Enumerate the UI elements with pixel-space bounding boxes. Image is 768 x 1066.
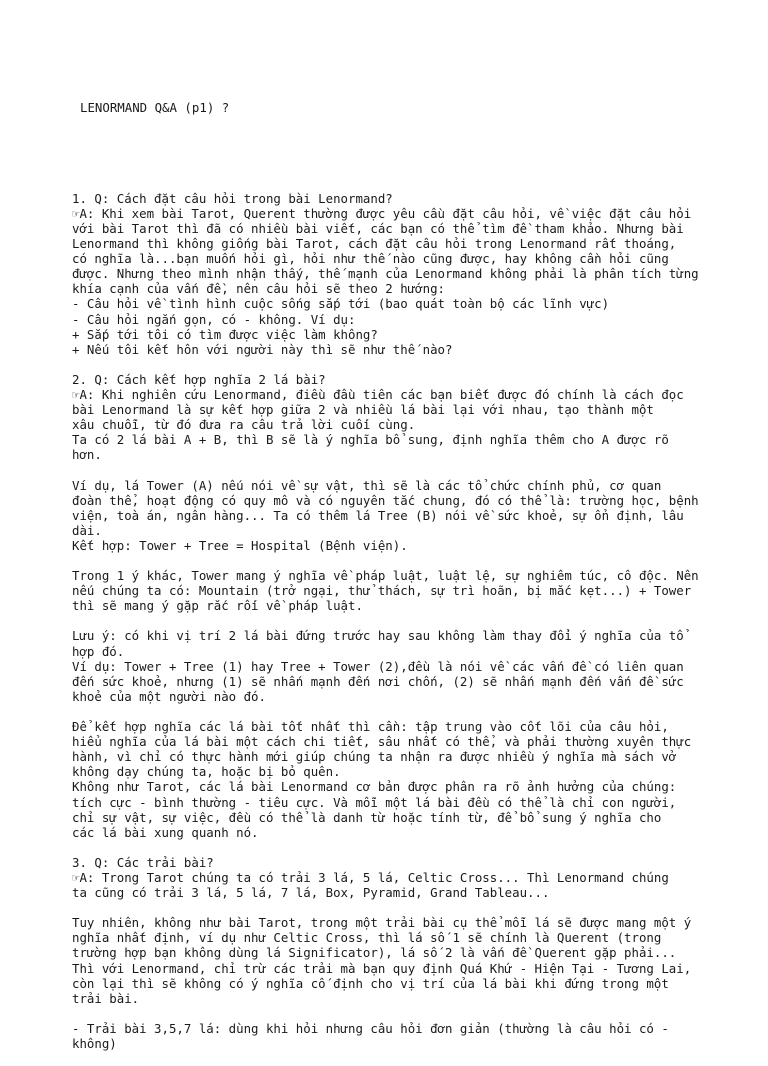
paragraph-gap: [72, 1006, 712, 1021]
text-line: không dạy chúng ta, hoặc bị bỏ quên.: [72, 764, 341, 780]
text-line: hợp đó.: [72, 643, 125, 659]
text-line: - Trải bài 3,5,7 lá: dùng khi hỏi nhưng câu hỏi đơn giản (thường là câu hỏi có -: [72, 1020, 669, 1036]
text-line: các lá bài xung quanh nó.: [72, 824, 259, 840]
text-line: còn lại thì sẽ không có ý nghĩa cố định cho vị trí của lá bài khi đứng trong một: [72, 975, 669, 991]
text-line: Thì với Lenormand, chỉ trừ các trải mà bạn quy định Quá Khứ - Hiện Tại - Tương Lai,: [72, 960, 692, 976]
text-line: - Câu hỏi ngắn gọn, có - không. Ví dụ:: [72, 311, 356, 327]
text-line: đến sức khoẻ, nhưng (1) sẽ nhấn mạnh đến nơi chốn, (2) sẽ nhấn mạnh đến vấn đề sức: [72, 673, 684, 689]
paragraph-gap: [72, 613, 712, 628]
paragraph-block: [72, 372, 712, 463]
text-line: không): [72, 1036, 117, 1051]
text-line: hơn.: [72, 447, 102, 463]
paragraph-gap: [72, 462, 712, 477]
text-line: Không như Tarot, các lá bài Lenormand cơ bản được phân ra rõ ảnh hưởng của chúng:: [72, 779, 677, 795]
text-line: ☞A: Khi xem bài Tarot, Querent thường được yêu cầu đặt câu hỏi, về việc đặt câu hỏi: [72, 205, 692, 221]
text-line: khía cạnh của vấn đề, nên câu hỏi sẽ theo 2 hướng:: [72, 281, 445, 297]
document-body: [72, 70, 712, 1066]
paragraph-gap: [72, 357, 712, 372]
text-line: xâu chuỗi, từ đó đưa ra câu trả lời cuối cùng.: [72, 417, 416, 433]
text-line: có nghĩa là...bạn muốn hỏi gì, hỏi như thế nào cũng được, hay không cần hỏi cũng: [72, 251, 669, 267]
paragraph-gap: [72, 900, 712, 915]
document-title: LENORMAND Q&A (p1) ?: [80, 100, 230, 116]
text-line: Ví dụ: Tower + Tree (1) hay Tree + Tower (2),đều là nói về các vấn đề có liên quan: [72, 658, 684, 674]
text-line: với bài Tarot thì đã có nhiều bài viết, các bạn có thể tìm đề tham khảo. Nhưng bài: [72, 220, 684, 236]
paragraph-block: [72, 915, 712, 1006]
paragraph-gap: [72, 840, 712, 855]
text-line: Lưu ý: có khi vị trí 2 lá bài đứng trước hay sau không làm thay đổi ý nghĩa của tổ: [72, 628, 684, 644]
text-line: khoẻ của một người nào đó.: [72, 688, 266, 704]
text-line: ☞A: Khi nghiên cứu Lenormand, điều đầu tiên các bạn biết được đó chính là cách đọc: [72, 386, 684, 402]
paragraph-block: [72, 855, 712, 900]
document-content: [72, 191, 712, 1051]
text-line: ta cũng có trải 3 lá, 5 lá, 7 lá, Box, Pyramid, Grand Tableau...: [72, 885, 550, 901]
text-line: thì sẽ mang ý gặp rắc rối về pháp luật.: [72, 598, 363, 614]
paragraph-block: [72, 568, 712, 613]
text-line: Ví dụ, lá Tower (A) nếu nói về sự vật, thì sẽ là các tổ chức chính phủ, cơ quan: [72, 477, 662, 493]
text-line: trải bài.: [72, 990, 140, 1006]
spacer: [72, 145, 712, 160]
paragraph-gap: [72, 553, 712, 568]
text-line: + Nếu tôi kết hôn với người này thì sẽ như thế nào?: [72, 341, 453, 357]
text-line: Để kết hợp nghĩa các lá bài tốt nhất thì cần: tập trung vào cốt lõi của câu hỏi,: [72, 719, 669, 735]
text-line: tích cực - bình thường - tiêu cực. Và mỗi một lá bài đều có thể là chỉ con người,: [72, 794, 677, 810]
text-line: nếu chúng ta có: Mountain (trở ngại, thử thách, sự trì hoãn, bị mắc kẹt...) + Tower: [72, 583, 692, 599]
text-line: 2. Q: Cách kết hợp nghĩa 2 lá bài?: [72, 371, 326, 387]
text-line: ☞A: Trong Tarot chúng ta có trải 3 lá, 5 lá, Celtic Cross... Thì Lenormand chúng: [72, 869, 669, 885]
text-line: Tuy nhiên, không như bài Tarot, trong một trải bài cụ thể mỗi lá sẽ được mang một ý: [72, 915, 692, 931]
text-line: dài.: [72, 522, 102, 538]
paragraph-block: [72, 719, 712, 840]
text-line: Lenormand thì không giống bài Tarot, cách đặt câu hỏi trong Lenormand rất thoáng,: [72, 236, 677, 252]
text-line: - Câu hỏi về tình hình cuộc sống sắp tới (bao quát toàn bộ các lĩnh vực): [72, 296, 610, 312]
text-line: đoàn thể, hoạt động có quy mô và có nguyên tắc chung, đó có thể là: trường học, bệnh: [72, 492, 699, 508]
text-line: hành, vì chỉ có thực hành mới giúp chúng ta nhận ra được nhiều ý nghĩa mà sách vở: [72, 749, 677, 765]
paragraph-block: [72, 628, 712, 703]
text-line: Trong 1 ý khác, Tower mang ý nghĩa về pháp luật, luật lệ, sự nghiêm túc, cô độc. Nên: [72, 568, 699, 584]
paragraph-block: [72, 191, 712, 357]
text-line: chỉ sự vật, sự việc, đều có thể là danh từ hoặc tính từ, để bổ sung ý nghĩa cho: [72, 809, 662, 825]
text-line: Ta có 2 lá bài A + B, thì B sẽ là ý nghĩa bổ sung, định nghĩa thêm cho A được rõ: [72, 432, 669, 448]
paragraph-block: [72, 1021, 712, 1051]
text-line: Kết hợp: Tower + Tree = Hospital (Bệnh viện).: [72, 537, 408, 553]
text-line: nghĩa nhất định, ví dụ như Celtic Cross, thì lá số 1 sẽ chính là Querent (trong: [72, 930, 662, 946]
text-line: + Sắp tới tôi có tìm được việc làm không?: [72, 326, 378, 342]
text-line: được. Nhưng theo mình nhận thấy, thế mạnh của Lenormand không phải là phân tích từng: [72, 266, 699, 282]
text-line: trường hợp bạn không dùng lá Significator), lá số 2 là vấn đề Querent gặp phải...: [72, 945, 677, 961]
paragraph-gap: [72, 704, 712, 719]
text-line: 1. Q: Cách đặt câu hỏi trong bài Lenormand?: [72, 190, 393, 206]
paragraph-block: [72, 478, 712, 553]
text-line: 3. Q: Các trải bài?: [72, 854, 214, 870]
text-line: hiểu nghĩa của lá bài một cách chi tiết, sâu nhất có thể, và phải thường xuyên thực: [72, 734, 692, 750]
text-line: viện, toà án, ngân hàng... Ta có thêm lá Tree (B) nói về sức khoẻ, sự ổn định, lâu: [72, 507, 684, 523]
text-line: bài Lenormand là sự kết hợp giữa 2 và nhiều lá bài lại với nhau, tạo thành một: [72, 402, 654, 418]
